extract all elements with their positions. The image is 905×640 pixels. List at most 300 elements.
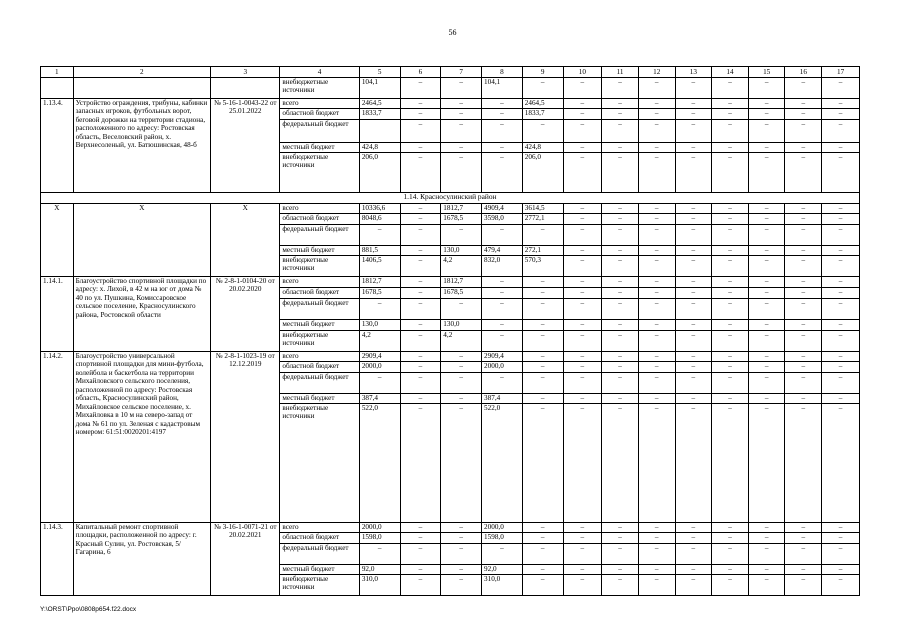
- dash-cell: –: [785, 299, 822, 320]
- dash-cell: –: [441, 565, 482, 575]
- dash-cell: –: [712, 352, 749, 362]
- dash-cell: –: [400, 565, 441, 575]
- dash-cell: –: [675, 352, 712, 362]
- value-cell: 130,0: [441, 246, 482, 256]
- value-cell: 206,0: [359, 153, 400, 193]
- dash-cell: –: [638, 143, 675, 153]
- dash-cell: –: [563, 225, 602, 246]
- dash-cell: –: [563, 277, 602, 288]
- dash-cell: –: [748, 288, 785, 299]
- dash-cell: –: [602, 120, 639, 143]
- dash-cell: –: [675, 204, 712, 214]
- value-cell: 4909,4: [482, 204, 523, 214]
- dash-cell: –: [522, 523, 563, 533]
- dash-cell: –: [400, 373, 441, 394]
- dash-cell: –: [602, 299, 639, 320]
- dash-cell: –: [482, 320, 523, 331]
- dash-cell: –: [712, 204, 749, 214]
- value-cell: 4,2: [359, 331, 400, 352]
- source-label: всего: [280, 204, 359, 214]
- value-cell: 130,0: [441, 320, 482, 331]
- source-label: всего: [280, 523, 359, 533]
- dash-cell: –: [522, 394, 563, 404]
- dash-cell: –: [675, 99, 712, 109]
- dash-cell: –: [522, 277, 563, 288]
- dash-cell: –: [441, 352, 482, 362]
- program-table-wrapper: [40, 66, 860, 596]
- dash-cell: –: [400, 143, 441, 153]
- dash-cell: –: [712, 575, 749, 596]
- dash-cell: –: [359, 544, 400, 565]
- source-label: местный бюджет: [280, 320, 359, 331]
- dash-cell: –: [785, 288, 822, 299]
- dash-cell: –: [563, 373, 602, 394]
- dash-cell: –: [563, 143, 602, 153]
- dash-cell: –: [602, 331, 639, 352]
- header-cell: 13: [675, 67, 712, 78]
- dash-cell: –: [522, 362, 563, 373]
- empty-cell: [211, 78, 280, 99]
- dash-cell: –: [638, 544, 675, 565]
- header-cell: 7: [441, 67, 482, 78]
- value-cell: 1678,5: [441, 214, 482, 225]
- dash-cell: –: [748, 214, 785, 225]
- dash-cell: –: [822, 109, 860, 120]
- source-label: местный бюджет: [280, 394, 359, 404]
- dash-cell: –: [602, 99, 639, 109]
- value-cell: 1406,5: [359, 256, 400, 277]
- dash-cell: –: [675, 277, 712, 288]
- dash-cell: –: [675, 299, 712, 320]
- dash-cell: –: [822, 277, 860, 288]
- dash-cell: –: [675, 320, 712, 331]
- source-label: внебюджетные источники: [280, 256, 359, 277]
- dash-cell: –: [441, 373, 482, 394]
- item-number: 1.14.1.: [41, 277, 74, 352]
- dash-cell: –: [400, 404, 441, 523]
- dash-cell: –: [748, 277, 785, 288]
- source-label: федеральный бюджет: [280, 544, 359, 565]
- dash-cell: –: [522, 120, 563, 143]
- value-cell: 387,4: [359, 394, 400, 404]
- dash-cell: –: [638, 277, 675, 288]
- source-label: внебюджетные источники: [280, 331, 359, 352]
- value-cell: 387,4: [482, 394, 523, 404]
- value-cell: 8048,6: [359, 214, 400, 225]
- dash-cell: –: [748, 78, 785, 99]
- dash-cell: –: [563, 78, 602, 99]
- dash-cell: –: [400, 109, 441, 120]
- dash-cell: –: [400, 320, 441, 331]
- value-cell: 1678,5: [359, 288, 400, 299]
- empty-cell: [73, 78, 211, 99]
- dash-cell: –: [602, 544, 639, 565]
- dash-cell: –: [675, 225, 712, 246]
- dash-cell: –: [822, 404, 860, 523]
- dash-cell: –: [675, 246, 712, 256]
- dash-cell: –: [748, 404, 785, 523]
- value-cell: 1678,5: [441, 288, 482, 299]
- dash-cell: –: [441, 362, 482, 373]
- dash-cell: –: [602, 204, 639, 214]
- dash-cell: –: [748, 331, 785, 352]
- value-cell: 2909,4: [482, 352, 523, 362]
- source-label: внебюджетные источники: [280, 404, 359, 523]
- dash-cell: –: [522, 373, 563, 394]
- header-cell: 9: [522, 67, 563, 78]
- dash-cell: –: [602, 143, 639, 153]
- dash-cell: –: [482, 299, 523, 320]
- dash-cell: –: [359, 299, 400, 320]
- dash-cell: –: [748, 120, 785, 143]
- dash-cell: –: [822, 204, 860, 214]
- dash-cell: –: [748, 575, 785, 596]
- value-cell: 424,8: [522, 143, 563, 153]
- dash-cell: –: [785, 99, 822, 109]
- header-cell: 10: [563, 67, 602, 78]
- value-cell: 522,0: [359, 404, 400, 523]
- value-cell: 570,3: [522, 256, 563, 277]
- dash-cell: –: [441, 109, 482, 120]
- dash-cell: –: [638, 320, 675, 331]
- value-cell: 104,1: [482, 78, 523, 99]
- value-cell: 479,4: [482, 246, 523, 256]
- dash-cell: –: [441, 533, 482, 544]
- dash-cell: –: [482, 225, 523, 246]
- dash-cell: –: [675, 575, 712, 596]
- dash-cell: –: [748, 299, 785, 320]
- dash-cell: –: [748, 373, 785, 394]
- dash-cell: –: [712, 246, 749, 256]
- dash-cell: –: [400, 120, 441, 143]
- source-label: областной бюджет: [280, 362, 359, 373]
- dash-cell: –: [822, 352, 860, 362]
- dash-cell: –: [638, 352, 675, 362]
- dash-cell: –: [785, 214, 822, 225]
- dash-cell: –: [602, 288, 639, 299]
- dash-cell: –: [400, 299, 441, 320]
- dash-cell: –: [712, 143, 749, 153]
- value-cell: 2000,0: [482, 523, 523, 533]
- source-label: местный бюджет: [280, 143, 359, 153]
- dash-cell: –: [563, 256, 602, 277]
- dash-cell: –: [400, 204, 441, 214]
- value-cell: 2000,0: [359, 523, 400, 533]
- dash-cell: –: [482, 99, 523, 109]
- dash-cell: –: [441, 394, 482, 404]
- dash-cell: –: [748, 256, 785, 277]
- dash-cell: –: [400, 523, 441, 533]
- page-number: 56: [448, 28, 457, 37]
- dash-cell: –: [441, 575, 482, 596]
- dash-cell: –: [602, 78, 639, 99]
- item-doc: № 3-16-1-0071-21 от 20.02.2021: [211, 523, 280, 596]
- dash-cell: –: [675, 288, 712, 299]
- item-row-total: [41, 352, 860, 362]
- dash-cell: –: [712, 225, 749, 246]
- dash-cell: –: [712, 320, 749, 331]
- item-number: 1.14.3.: [41, 523, 74, 596]
- dash-cell: –: [400, 331, 441, 352]
- source-label: федеральный бюджет: [280, 225, 359, 246]
- item-name: Благоустройство спортивной площадки по адресу: х. Лихой, в 42 м на юг от дома № 40 по ул. Пушкина, Комиссаровское сельское поселение, Красносулинского района, Ростовской области: [73, 277, 211, 352]
- source-label: всего: [280, 352, 359, 362]
- header-cell: 16: [785, 67, 822, 78]
- dash-cell: –: [482, 373, 523, 394]
- dash-cell: –: [822, 373, 860, 394]
- dash-cell: –: [563, 404, 602, 523]
- dash-cell: –: [822, 143, 860, 153]
- header-cell: 3: [211, 67, 280, 78]
- dash-cell: –: [638, 373, 675, 394]
- empty-cell: [41, 78, 74, 99]
- dash-cell: –: [638, 331, 675, 352]
- dash-cell: –: [563, 288, 602, 299]
- dash-cell: –: [822, 320, 860, 331]
- dash-cell: –: [822, 214, 860, 225]
- dash-cell: –: [785, 331, 822, 352]
- dash-cell: –: [602, 404, 639, 523]
- value-cell: 1598,0: [482, 533, 523, 544]
- dash-cell: –: [822, 120, 860, 143]
- dash-cell: –: [638, 78, 675, 99]
- x-mark: Х: [41, 204, 74, 277]
- value-cell: 2000,0: [482, 362, 523, 373]
- source-label: федеральный бюджет: [280, 120, 359, 143]
- value-cell: 522,0: [482, 404, 523, 523]
- dash-cell: –: [748, 533, 785, 544]
- dash-cell: –: [602, 533, 639, 544]
- dash-cell: –: [675, 331, 712, 352]
- dash-cell: –: [638, 214, 675, 225]
- dash-cell: –: [400, 575, 441, 596]
- dash-cell: –: [602, 575, 639, 596]
- dash-cell: –: [400, 153, 441, 193]
- dash-cell: –: [482, 331, 523, 352]
- source-label: областной бюджет: [280, 109, 359, 120]
- x-mark: Х: [211, 204, 280, 277]
- header-cell: 2: [73, 67, 211, 78]
- dash-cell: –: [482, 277, 523, 288]
- item-row-total: [41, 523, 860, 533]
- value-cell: 310,0: [482, 575, 523, 596]
- dash-cell: –: [822, 256, 860, 277]
- item-doc: № 2-8-1-1023-19 от 12.12.2019: [211, 352, 280, 523]
- dash-cell: –: [712, 277, 749, 288]
- dash-cell: –: [675, 404, 712, 523]
- dash-cell: –: [638, 288, 675, 299]
- item-row-total: [41, 277, 860, 288]
- dash-cell: –: [602, 394, 639, 404]
- dash-cell: –: [675, 362, 712, 373]
- dash-cell: –: [785, 404, 822, 523]
- header-cell: 5: [359, 67, 400, 78]
- dash-cell: –: [441, 99, 482, 109]
- dash-cell: –: [675, 256, 712, 277]
- dash-cell: –: [602, 153, 639, 193]
- dash-cell: –: [712, 78, 749, 99]
- dash-cell: –: [522, 78, 563, 99]
- dash-cell: –: [563, 120, 602, 143]
- header-cell: 17: [822, 67, 860, 78]
- dash-cell: –: [822, 331, 860, 352]
- dash-cell: –: [602, 246, 639, 256]
- dash-cell: –: [712, 533, 749, 544]
- dash-cell: –: [785, 225, 822, 246]
- dash-cell: –: [400, 256, 441, 277]
- header-cell: 8: [482, 67, 523, 78]
- dash-cell: –: [638, 246, 675, 256]
- dash-cell: –: [748, 246, 785, 256]
- dash-cell: –: [563, 99, 602, 109]
- dash-cell: –: [822, 299, 860, 320]
- source-label: местный бюджет: [280, 565, 359, 575]
- value-cell: 1833,7: [522, 109, 563, 120]
- dash-cell: –: [441, 404, 482, 523]
- dash-cell: –: [712, 523, 749, 533]
- source-label: областной бюджет: [280, 288, 359, 299]
- dash-cell: –: [748, 143, 785, 153]
- header-cell: 1: [41, 67, 74, 78]
- dash-cell: –: [712, 299, 749, 320]
- dash-cell: –: [563, 352, 602, 362]
- value-cell: 104,1: [359, 78, 400, 99]
- value-cell: 92,0: [482, 565, 523, 575]
- dash-cell: –: [602, 373, 639, 394]
- dash-cell: –: [602, 565, 639, 575]
- dash-cell: –: [602, 214, 639, 225]
- dash-cell: –: [602, 320, 639, 331]
- dash-cell: –: [748, 523, 785, 533]
- dash-cell: –: [522, 544, 563, 565]
- dash-cell: –: [563, 204, 602, 214]
- dash-cell: –: [785, 120, 822, 143]
- source-label: федеральный бюджет: [280, 373, 359, 394]
- dash-cell: –: [785, 533, 822, 544]
- dash-cell: –: [822, 225, 860, 246]
- value-cell: 272,1: [522, 246, 563, 256]
- item-doc: № 2-8-1-0104-20 от 20.02.2020: [211, 277, 280, 352]
- dash-cell: –: [563, 544, 602, 565]
- dash-cell: –: [482, 120, 523, 143]
- dash-cell: –: [748, 99, 785, 109]
- dash-cell: –: [522, 225, 563, 246]
- dash-cell: –: [563, 109, 602, 120]
- dash-cell: –: [563, 565, 602, 575]
- item-name: Благоустройство универсальной спортивной площадки для мини-футбола, волейбола и баскетбола на территории Михайловского сельского поселения, расположенной по адресу: Ростовская область, Красносулинский район, Михайловское сельское поселение, х. Михайловка в 10 м на северо-запад от дома № 61 по ул. Зеленая с кадастровым номером: 61:51:0020201:4197: [73, 352, 211, 523]
- dash-cell: –: [785, 277, 822, 288]
- value-cell: 4,2: [441, 256, 482, 277]
- dash-cell: –: [441, 544, 482, 565]
- dash-cell: –: [400, 362, 441, 373]
- program-table: [40, 66, 860, 596]
- dash-cell: –: [638, 404, 675, 523]
- dash-cell: –: [822, 533, 860, 544]
- dash-cell: –: [785, 523, 822, 533]
- dash-cell: –: [712, 331, 749, 352]
- dash-cell: –: [482, 288, 523, 299]
- dash-cell: –: [748, 320, 785, 331]
- dash-cell: –: [785, 320, 822, 331]
- value-cell: 2464,5: [522, 99, 563, 109]
- dash-cell: –: [400, 246, 441, 256]
- value-cell: 1812,7: [359, 277, 400, 288]
- dash-cell: –: [748, 153, 785, 193]
- dash-cell: –: [400, 352, 441, 362]
- dash-cell: –: [638, 256, 675, 277]
- dash-cell: –: [675, 78, 712, 99]
- dash-cell: –: [522, 533, 563, 544]
- dash-cell: –: [785, 246, 822, 256]
- carry-over-row: [41, 78, 860, 99]
- dash-cell: –: [785, 153, 822, 193]
- item-row-total: [41, 99, 860, 109]
- value-cell: 2464,5: [359, 99, 400, 109]
- dash-cell: –: [748, 109, 785, 120]
- dash-cell: –: [822, 288, 860, 299]
- source-label: всего: [280, 277, 359, 288]
- dash-cell: –: [822, 544, 860, 565]
- file-path-footer: Y:\ORST\Ppo\0808p654.f22.docx: [40, 606, 137, 613]
- dash-cell: –: [638, 225, 675, 246]
- dash-cell: –: [441, 78, 482, 99]
- dash-cell: –: [822, 394, 860, 404]
- header-cell: 6: [400, 67, 441, 78]
- value-cell: 2909,4: [359, 352, 400, 362]
- header-cell: 15: [748, 67, 785, 78]
- item-name: Устройство ограждения, трибуны, кабинки запасных игроков, футбольных ворот, беговой дорожки на территории стадиона, расположенного по адресу: Ростовская область, Веселовский район, х. Верхнесоленый, ул. Батюшинская, 48-б: [73, 99, 211, 193]
- dash-cell: –: [675, 120, 712, 143]
- dash-cell: –: [712, 544, 749, 565]
- dash-cell: –: [748, 565, 785, 575]
- item-number: 1.14.2.: [41, 352, 74, 523]
- x-mark: Х: [73, 204, 211, 277]
- dash-cell: –: [748, 394, 785, 404]
- dash-cell: –: [785, 143, 822, 153]
- dash-cell: –: [638, 533, 675, 544]
- dash-cell: –: [563, 533, 602, 544]
- dash-cell: –: [400, 78, 441, 99]
- dash-cell: –: [400, 99, 441, 109]
- dash-cell: –: [638, 153, 675, 193]
- value-cell: 832,0: [482, 256, 523, 277]
- dash-cell: –: [563, 523, 602, 533]
- value-cell: 310,0: [359, 575, 400, 596]
- dash-cell: –: [638, 523, 675, 533]
- dash-cell: –: [822, 246, 860, 256]
- dash-cell: –: [748, 544, 785, 565]
- dash-cell: –: [748, 352, 785, 362]
- dash-cell: –: [602, 523, 639, 533]
- dash-cell: –: [441, 143, 482, 153]
- source-label: всего: [280, 99, 359, 109]
- dash-cell: –: [822, 362, 860, 373]
- header-cell: 12: [638, 67, 675, 78]
- value-cell: 3598,0: [482, 214, 523, 225]
- dash-cell: –: [400, 214, 441, 225]
- dash-cell: –: [522, 565, 563, 575]
- dash-cell: –: [563, 331, 602, 352]
- dash-cell: –: [822, 575, 860, 596]
- source-label: внебюджетные источники: [280, 78, 359, 99]
- dash-cell: –: [712, 373, 749, 394]
- dash-cell: –: [712, 99, 749, 109]
- dash-cell: –: [785, 256, 822, 277]
- dash-cell: –: [748, 225, 785, 246]
- dash-cell: –: [563, 362, 602, 373]
- dash-cell: –: [522, 299, 563, 320]
- dash-cell: –: [441, 120, 482, 143]
